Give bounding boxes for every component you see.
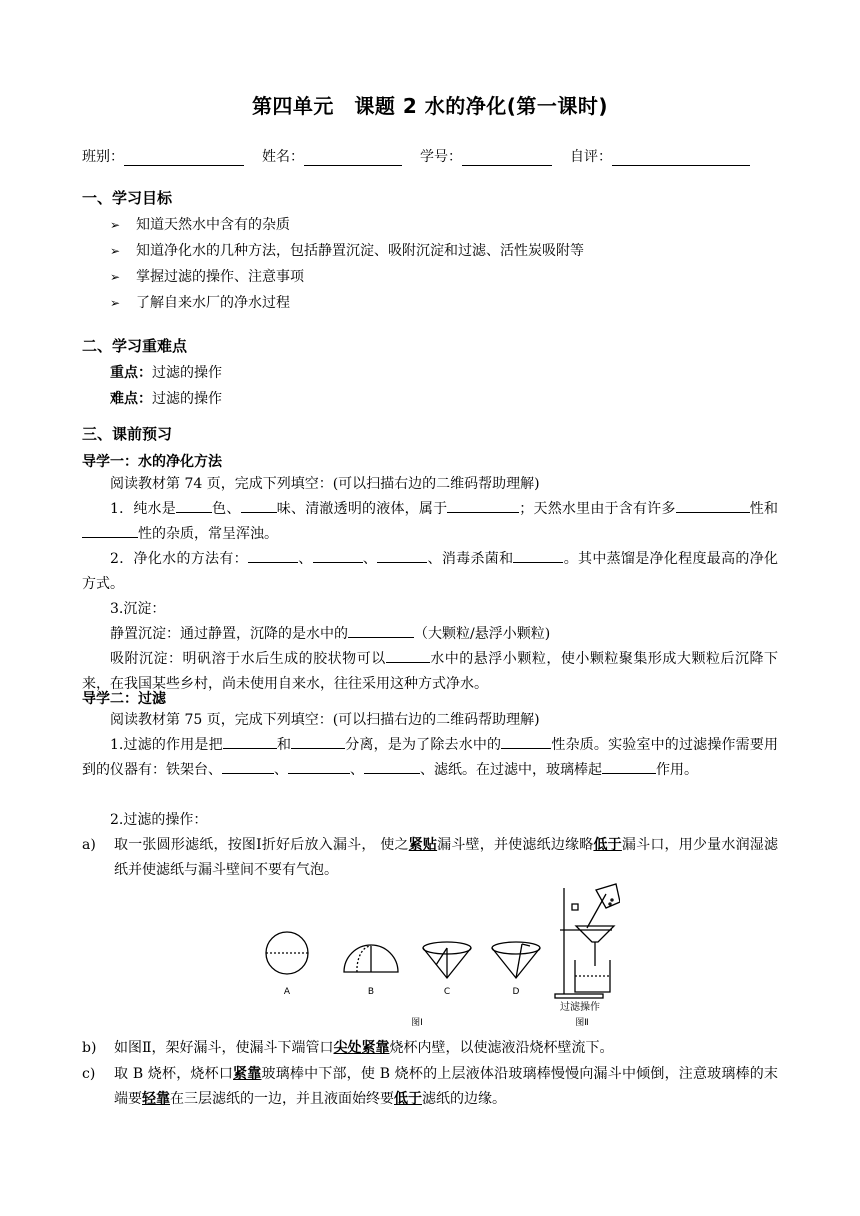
answer-blank[interactable]	[602, 759, 656, 774]
answer-blank[interactable]	[291, 734, 345, 749]
arrow-bullet-icon: ➢	[110, 296, 121, 310]
objective-item: ➢ 掌握过滤的操作、注意事项	[110, 269, 304, 285]
step-b: b) 如图Ⅱ，架好漏斗，使漏斗下端管口尖处紧靠烧杯内壁，以使滤液沿烧杯壁流下。	[82, 1040, 614, 1056]
name-field[interactable]	[304, 151, 402, 166]
class-field[interactable]	[124, 151, 244, 166]
objective-item: ➢ 知道净化水的几种方法，包括静置沉淀、吸附沉淀和过滤、活性炭吸附等	[110, 243, 584, 259]
folded-paper-half-icon	[344, 945, 398, 972]
figure-op-label: 过滤操作	[560, 1002, 600, 1013]
answer-blank[interactable]	[313, 548, 363, 563]
filtration-steps-label: 2.过滤的操作：	[110, 812, 208, 828]
arrow-bullet-icon: ➢	[110, 218, 121, 232]
folded-paper-cone-icon	[423, 942, 471, 978]
answer-blank[interactable]	[513, 548, 563, 563]
answer-blank[interactable]	[364, 759, 420, 774]
answer-blank[interactable]	[223, 734, 277, 749]
figure-2-caption: 图Ⅱ	[575, 1018, 589, 1028]
difficult-point: 难点：过滤的操作	[110, 391, 222, 407]
adsorption-sedimentation: 吸附沉淀：明矾溶于水后生成的胶状物可以 水中的悬浮小颗粒，使小颗粒聚集形成大颗粒后沉降下来，在我国某些乡村，尚未使用自来水，往往采用这种方式净水。	[82, 647, 778, 697]
answer-blank[interactable]	[348, 623, 414, 638]
name-label: 姓名：	[262, 149, 304, 165]
student-id-field[interactable]	[462, 151, 552, 166]
objective-item: ➢ 了解自来水厂的净水过程	[110, 295, 290, 311]
filtration-apparatus-icon	[555, 884, 620, 998]
answer-blank[interactable]	[288, 759, 350, 774]
student-id-label: 学号：	[420, 149, 462, 165]
section-objectives-heading: 一、学习目标	[82, 189, 173, 207]
guide-two-intro: 阅读教材第 75 页，完成下列填空：(可以扫描右边的二维码帮助理解)	[110, 712, 540, 728]
key-point: 重点：过滤的操作	[110, 365, 222, 381]
step-c: c) 取 B 烧杯，烧杯口紧靠玻璃棒中下部，使 B 烧杯的上层液体沿玻璃棒慢慢向漏斗中倾倒，注意玻璃棒的末端要轻靠在三层滤纸的一边，并且液面始终要低于滤纸的边缘。	[82, 1066, 778, 1107]
question-1: 1．纯水是 色、 味、清澈透明的液体，属于 ；天然水里由于含有许多 性和性的杂质，常呈浑浊。	[82, 497, 778, 547]
guide-one-heading: 导学一：水的净化方法	[82, 454, 222, 470]
class-label: 班别：	[82, 149, 124, 165]
guide-one-intro: 阅读教材第 74 页，完成下列填空：(可以扫描右边的二维码帮助理解)	[110, 476, 540, 492]
figure-label-a: A	[283, 987, 291, 997]
figure-label-b: B	[367, 987, 375, 997]
answer-blank[interactable]	[176, 498, 212, 513]
answer-blank[interactable]	[248, 548, 298, 563]
answer-blank[interactable]	[501, 734, 551, 749]
filter-paper-circle-icon	[266, 932, 308, 974]
static-sedimentation: 静置沉淀：通过静置，沉降的是水中的 （大颗粒/悬浮小颗粒)	[82, 622, 778, 647]
objective-item: ➢ 知道天然水中含有的杂质	[110, 217, 290, 233]
figure-1-caption: 图Ⅰ	[411, 1018, 423, 1028]
page-title: 第四单元 课题 2 水的净化(第一课时)	[251, 94, 609, 118]
filtration-question-1: 1.过滤的作用是把 和 分离，是为了除去水中的 性杂质。实验室中的过滤操作需要用到的仪器有：铁架台、 、 、 、滤纸。在过滤中，玻璃棒起 作用。	[82, 733, 778, 783]
filtration-figure	[260, 880, 620, 1030]
section-key-points-heading: 二、学习重难点	[82, 337, 188, 355]
arrow-bullet-icon: ➢	[110, 270, 121, 284]
answer-blank[interactable]	[82, 523, 138, 538]
answer-blank[interactable]	[386, 648, 430, 663]
section-preview-heading: 三、课前预习	[82, 425, 173, 443]
figure-label-c: C	[443, 987, 451, 997]
arrow-bullet-icon: ➢	[110, 244, 121, 258]
self-eval-field[interactable]	[612, 151, 750, 166]
question-2: 2．净化水的方法有： 、 、 、消毒杀菌和 。其中蒸馏是净化程度最高的净化方式。	[82, 547, 778, 597]
answer-blank[interactable]	[447, 498, 519, 513]
question-3: 3.沉淀：	[110, 601, 166, 617]
answer-blank[interactable]	[676, 498, 750, 513]
student-info-row	[82, 146, 768, 166]
opened-paper-cone-icon	[492, 942, 540, 978]
guide-two-heading: 导学二：过滤	[82, 691, 166, 707]
self-eval-label: 自评：	[570, 149, 612, 165]
figure-label-d: D	[512, 987, 520, 997]
step-a: a) 取一张圆形滤纸，按图Ⅰ折好后放入漏斗， 使之紧贴漏斗壁，并使滤纸边缘略低于漏斗口，用少量水润湿滤纸并使滤纸与漏斗壁间不要有气泡。	[82, 837, 779, 878]
answer-blank[interactable]	[377, 548, 427, 563]
answer-blank[interactable]	[222, 759, 274, 774]
answer-blank[interactable]	[241, 498, 277, 513]
